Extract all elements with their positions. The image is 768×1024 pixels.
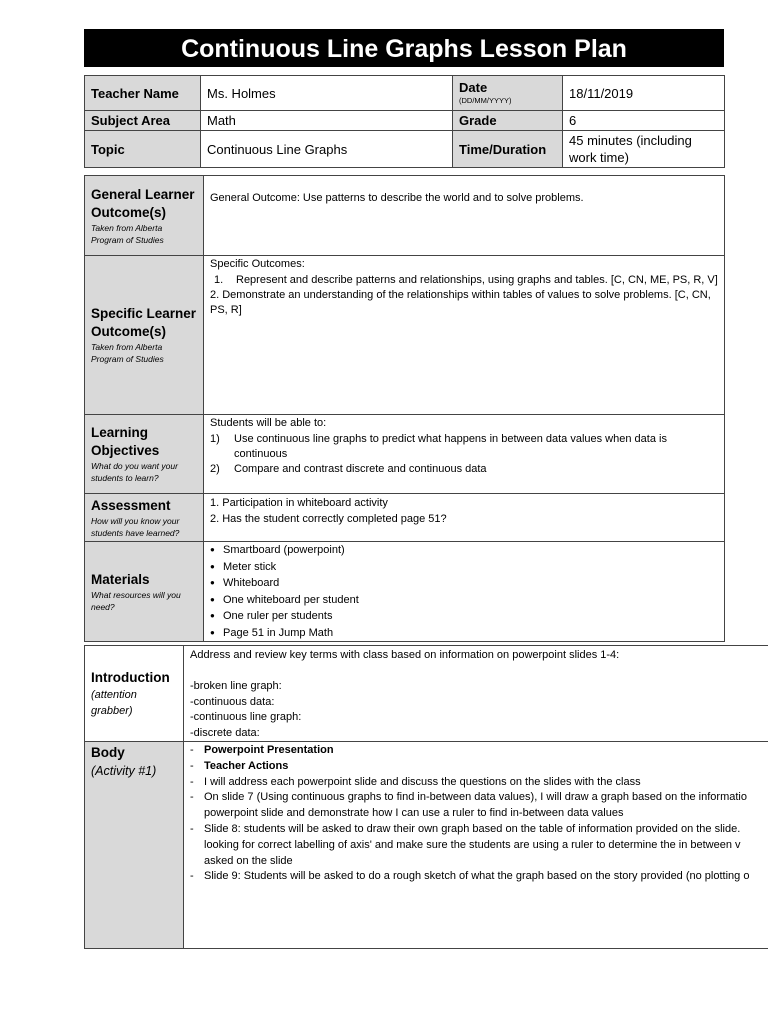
duration-label: Time/Duration xyxy=(453,131,563,168)
list-item xyxy=(186,869,768,885)
assessment-label-cell xyxy=(85,494,204,542)
list-item xyxy=(186,743,768,759)
list-text: Represent and describe patterns and relationships, using graphs and tables. [C, CN, ME, PS, R, V] xyxy=(236,273,718,286)
general-outcome-note: Taken from Alberta Program of Studies xyxy=(91,222,164,245)
list-number: 1. xyxy=(214,273,224,286)
list-item xyxy=(186,838,768,854)
body-line: I will address each powerpoint slide and discuss the questions on the slides with the class xyxy=(204,775,641,788)
introduction-label-cell xyxy=(85,646,184,742)
list-dash: - xyxy=(190,791,194,804)
introduction-term: -discrete data: xyxy=(190,726,260,739)
body-line: On slide 7 (Using continuous graphs to find in-between data values), I will draw a graph based on the informatio xyxy=(204,791,747,804)
general-outcome-text: General Outcome: Use patterns to describe the world and to solve problems. xyxy=(204,176,725,256)
list-item: ● Whiteboard xyxy=(210,575,718,592)
list-text: Compare and contrast discrete and continuous data xyxy=(234,462,487,475)
introduction-term: -continuous line graph: xyxy=(190,711,302,723)
list-item xyxy=(210,273,718,288)
assessment-cell xyxy=(204,494,725,542)
list-dash: - xyxy=(190,744,194,756)
general-outcome-label-cell xyxy=(85,176,204,256)
date-format-label: (DD/MM/YYYY) xyxy=(459,95,512,105)
subject-area-value: Math xyxy=(201,111,453,131)
list-text: Use continuous line graphs to predict what happens in between data values when data is continuous xyxy=(234,432,667,460)
list-item xyxy=(210,432,718,462)
specific-outcome-list xyxy=(210,273,718,288)
list-item xyxy=(186,759,768,775)
list-dash: - xyxy=(190,870,194,883)
body-list xyxy=(186,743,768,885)
assessment-item: 2. Has the student correctly completed page 51? xyxy=(210,513,447,525)
list-dash: - xyxy=(190,775,194,788)
specific-outcome-note: Taken from Alberta Program of Studies xyxy=(91,342,164,364)
assessment-note: How will you know your students have learned? xyxy=(91,515,180,538)
learning-objectives-label: Learning Objectives xyxy=(91,425,160,458)
materials-label-cell xyxy=(85,542,204,642)
body-line: powerpoint slide and demonstrate how I can use a ruler to find in-between data values xyxy=(204,807,624,820)
specific-outcome-item-2: 2. Demonstrate an understanding of the relationships within tables of values to solve problems. [C, CN, PS, R] xyxy=(210,288,711,316)
grade-label: Grade xyxy=(453,111,563,131)
list-item: ● Smartboard (powerpoint) xyxy=(210,542,718,559)
topic-label: Topic xyxy=(85,131,201,168)
materials-note: What resources will you need? xyxy=(91,589,181,612)
list-item: ● One ruler per students xyxy=(210,608,718,625)
body-heading-2: Teacher Actions xyxy=(204,759,289,772)
introduction-cell xyxy=(184,646,768,742)
list-item xyxy=(186,790,768,806)
list-number: 2) xyxy=(210,462,220,475)
topic-value: Continuous Line Graphs xyxy=(201,131,453,168)
specific-outcome-cell xyxy=(204,256,725,415)
specific-outcome-label: Specific Learner Outcome(s) xyxy=(91,306,197,339)
learning-objectives-note: What do you want your students to learn? xyxy=(91,461,178,483)
body-line: asked on the slide xyxy=(204,854,293,867)
learning-objectives-label-cell xyxy=(85,415,204,494)
list-item: ● One whiteboard per student xyxy=(210,592,718,609)
body-line: Slide 8: students will be asked to draw their own graph based on the table of information provided on the slide. xyxy=(204,822,741,835)
activities-table xyxy=(84,645,768,949)
introduction-term: -broken line graph: xyxy=(190,680,282,692)
assessment-item: 1. Participation in whiteboard activity xyxy=(210,497,388,509)
body-heading-1: Powerpoint Presentation xyxy=(204,744,334,756)
date-label-cell xyxy=(453,76,563,111)
learning-objectives-cell xyxy=(204,415,725,494)
materials-cell xyxy=(204,542,725,642)
introduction-lead: Address and review key terms with class based on information on powerpoint slides 1-4: xyxy=(190,649,620,661)
introduction-note: (attention grabber) xyxy=(91,688,137,717)
list-item: ● Meter stick xyxy=(210,559,718,576)
list-item xyxy=(186,806,768,822)
list-item xyxy=(186,854,768,870)
date-label: Date xyxy=(459,79,488,95)
specific-outcome-heading: Specific Outcomes: xyxy=(210,258,305,270)
date-value: 18/11/2019 xyxy=(563,76,725,111)
outcomes-table xyxy=(84,175,725,642)
list-dash: - xyxy=(190,822,194,835)
teacher-name-value: Ms. Holmes xyxy=(201,76,453,111)
general-outcome-label: General Learner Outcome(s) xyxy=(91,186,195,220)
list-item xyxy=(186,775,768,791)
materials-label: Materials xyxy=(91,571,150,587)
lesson-info-table xyxy=(84,75,725,168)
body-note: (Activity #1) xyxy=(91,764,157,778)
list-number: 1) xyxy=(210,432,220,445)
page-title: Continuous Line Graphs Lesson Plan xyxy=(84,29,724,67)
body-label: Body xyxy=(91,745,125,760)
list-item xyxy=(186,822,768,838)
list-dash: - xyxy=(190,759,194,772)
introduction-term: -continuous data: xyxy=(190,695,275,708)
body-label-cell xyxy=(85,742,184,949)
learning-objectives-list xyxy=(210,432,718,477)
assessment-label: Assessment xyxy=(91,497,171,513)
list-item xyxy=(210,462,718,477)
subject-area-label: Subject Area xyxy=(85,111,201,131)
list-item: ● Page 51 in Jump Math xyxy=(210,625,718,642)
materials-list xyxy=(210,542,718,641)
specific-outcome-label-cell xyxy=(85,256,204,415)
duration-value: 45 minutes (including work time) xyxy=(563,131,725,168)
body-cell xyxy=(184,742,768,949)
introduction-label: Introduction xyxy=(91,669,170,685)
body-line: looking for correct labelling of axis' and make sure the students are using a ruler to determine the in between v xyxy=(204,838,741,851)
teacher-name-label: Teacher Name xyxy=(85,76,201,111)
body-line: Slide 9: Students will be asked to do a rough sketch of what the graph based on the story provided (no plotting o xyxy=(204,870,750,883)
learning-objectives-heading: Students will be able to: xyxy=(210,417,327,429)
grade-value: 6 xyxy=(563,111,725,131)
